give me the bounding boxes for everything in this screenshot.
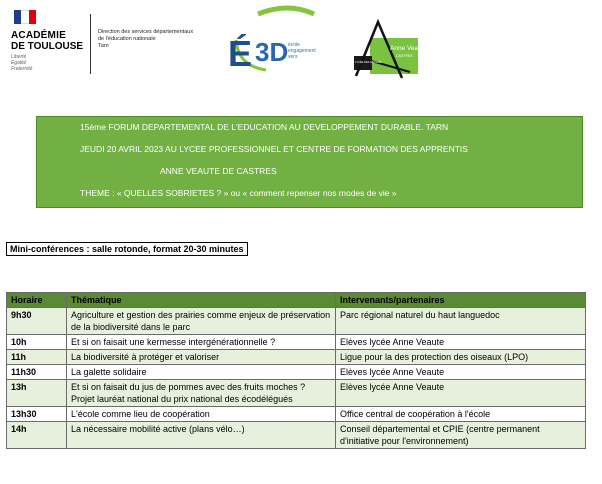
e3d-logo (218, 6, 318, 76)
table-header-row (7, 293, 586, 308)
svg-text:3D: 3D (255, 37, 289, 67)
header-intervenants: Intervenants/partenaires (336, 293, 586, 308)
academie-label: ACADÉMIE (11, 30, 66, 41)
row-time: 11h30 (7, 365, 67, 380)
row-theme: La biodiversité à protéger et valoriser (67, 350, 336, 365)
row-theme: La nécessaire mobilité active (plans vélo…) (67, 422, 336, 449)
header-horaire: Horaire (7, 293, 67, 308)
row-theme: Agriculture et gestion des prairies comme enjeux de préservation de la biodiversité dans le parc (67, 308, 336, 335)
table-row (7, 365, 586, 380)
row-time: 11h (7, 350, 67, 365)
header-divider (90, 14, 91, 74)
french-flag-icon (14, 10, 36, 24)
banner-venue: ANNE VEAUTE DE CASTRES (160, 166, 277, 176)
table-row (7, 422, 586, 449)
row-speakers: Elèves lycée Anne Veaute (336, 365, 586, 380)
row-theme: L'école comme lieu de coopération (67, 407, 336, 422)
academie-region: DE TOULOUSE (11, 41, 84, 52)
banner-theme: THEME : « QUELLES SOBRIETES ? » ou « comment repenser nos modes de vie » (80, 188, 397, 198)
table-row (7, 407, 586, 422)
row-speakers: Ligue pour la des protection des oiseaux (LPO) (336, 350, 586, 365)
row-theme: Et si on faisait du jus de pommes avec des fruits moches ? Projet lauréat national du prix national des écodélégués (67, 380, 336, 407)
row-time: 10h (7, 335, 67, 350)
row-time: 13h30 (7, 407, 67, 422)
row-theme: Et si on faisait une kermesse intergénérationnelle ? (67, 335, 336, 350)
table-row (7, 308, 586, 335)
schedule-table (6, 292, 586, 449)
svg-text:Anne Veaute: Anne Veaute (390, 45, 428, 52)
svg-text:CASTRES: CASTRES (396, 54, 413, 58)
table-row (7, 350, 586, 365)
row-time: 13h (7, 380, 67, 407)
svg-text:LYCÉE DES MÉTIERS: LYCÉE DES MÉTIERS (355, 61, 382, 64)
row-speakers: Parc régional naturel du haut languedoc (336, 308, 586, 335)
banner-title: 15ème FORUM DEPARTEMENTAL DE L'EDUCATION AU DEVELOPPEMENT DURABLE. TARN (80, 122, 449, 132)
svg-text:engagement: engagement (288, 48, 316, 54)
row-time: 14h (7, 422, 67, 449)
dsden-text: Direction des services départementaux de l'éducation nationale Tarn (98, 29, 194, 49)
row-speakers: Office central de coopération à l'école (336, 407, 586, 422)
banner-date: JEUDI 20 AVRIL 2023 AU LYCEE PROFESSIONNEL ET CENTRE DE FORMATION DES APPRENTIS (80, 144, 468, 154)
mini-conferences-heading: Mini-conférences : salle rotonde, format 20-30 minutes (6, 242, 248, 256)
svg-text:É: É (228, 33, 253, 74)
row-speakers: Elèves lycée Anne Veaute (336, 335, 586, 350)
anne-veaute-logo (352, 20, 428, 80)
row-speakers: Conseil départemental et CPIE (centre permanent d'initiative pour l'environnement) (336, 422, 586, 449)
table-row (7, 335, 586, 350)
row-speakers: Elèves lycée Anne Veaute (336, 380, 586, 407)
svg-text:école: école (288, 42, 300, 48)
row-time: 9h30 (7, 308, 67, 335)
republic-motto: Liberté Égalité Fraternité (11, 54, 33, 72)
header-thematique: Thématique (67, 293, 336, 308)
svg-text:vers: vers (288, 54, 298, 60)
table-row (7, 380, 586, 407)
row-theme: La galette solidaire (67, 365, 336, 380)
